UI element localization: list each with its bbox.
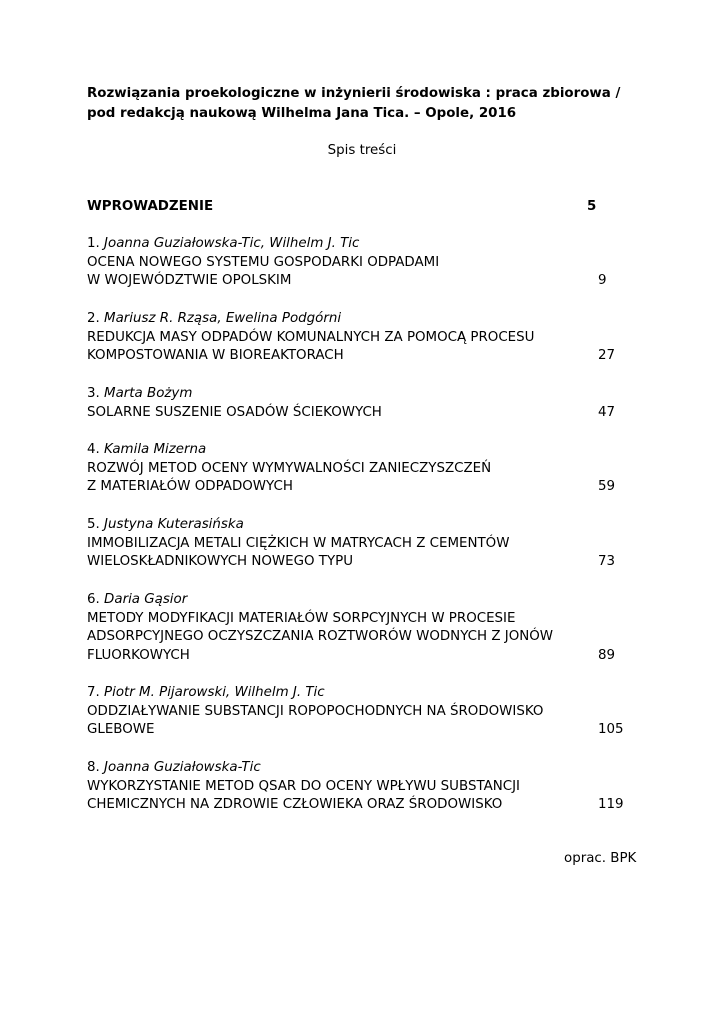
entry-page-number: 59 (598, 479, 616, 495)
entry-title-text: Z MATERIAŁÓW ODPADOWYCH (87, 479, 293, 495)
entry-author: Kamila Mizerna (104, 442, 207, 457)
entry-author: Mariusz R. Rząsa, Ewelina Podgórni (104, 311, 342, 326)
intro-entry (87, 198, 617, 217)
entry-author-line (87, 516, 632, 535)
footer-note: oprac. BPK (564, 851, 637, 866)
entry-title-text: SOLARNE SUSZENIE OSADÓW ŚCIEKOWYCH (87, 404, 382, 420)
entry-number: 1. (87, 236, 100, 251)
entry-title-text: CHEMICZNYCH NA ZDROWIE CZŁOWIEKA ORAZ ŚRODOWISKO (87, 797, 503, 813)
entry-author: Joanna Guziałowska-Tic, Wilhelm J. Tic (104, 236, 360, 251)
entry-page-number: 73 (598, 554, 616, 570)
entry-title-text: GLEBOWE (87, 722, 155, 738)
entry-author-line (87, 385, 632, 404)
entry-author: Marta Bożym (104, 386, 193, 401)
entry-title-last-line (87, 647, 632, 666)
entry-title-last-line (87, 796, 632, 815)
entry-author: Daria Gąsior (104, 592, 188, 607)
toc-entry (87, 759, 632, 815)
entry-title-line: METODY MODYFIKACJI MATERIAŁÓW SORPCYJNYCH W PROCESIE (87, 610, 516, 626)
entry-number: 3. (87, 386, 100, 401)
entry-page-number: 47 (598, 404, 616, 420)
entry-page-number: 119 (598, 797, 624, 813)
entry-author-line (87, 310, 632, 329)
toc-entry (87, 591, 632, 665)
entry-title-line: OCENA NOWEGO SYSTEMU GOSPODARKI ODPADAMI (87, 254, 440, 270)
entry-author: Joanna Guziałowska-Tic (104, 760, 261, 775)
entry-number: 8. (87, 760, 100, 775)
entry-title-text: KOMPOSTOWANIA W BIOREAKTORACH (87, 348, 344, 364)
entry-title-text: WIELOSKŁADNIKOWYCH NOWEGO TYPU (87, 554, 354, 570)
document-title (87, 84, 647, 124)
entry-page-number: 89 (598, 647, 616, 663)
toc-entry (87, 235, 632, 291)
entry-title-line: WYKORZYSTANIE METOD QSAR DO OCENY WPŁYWU SUBSTANCJI (87, 778, 521, 794)
entry-title-last-line (87, 478, 632, 497)
entry-title-last-line (87, 404, 632, 423)
entry-number: 6. (87, 592, 100, 607)
entry-title-line: REDUKCJA MASY ODPADÓW KOMUNALNYCH ZA POMOCĄ PROCESU (87, 329, 535, 345)
entry-author-line (87, 235, 632, 254)
entry-author-line (87, 591, 632, 610)
entry-author: Piotr M. Pijarowski, Wilhelm J. Tic (104, 685, 325, 700)
title-line-2: pod redakcją naukową Wilhelma Jana Tica. – Opole, 2016 (87, 106, 517, 121)
entry-number: 5. (87, 517, 100, 532)
entry-title-line: ADSORPCYJNEGO OCZYSZCZANIA ROZTWORÓW WODNYCH Z JONÓW (87, 629, 554, 645)
title-line-1: Rozwiązania proekologiczne w inżynierii środowiska : praca zbiorowa / (87, 86, 621, 101)
toc-entry (87, 441, 632, 497)
entry-author-line (87, 684, 632, 703)
entry-title-last-line (87, 721, 632, 740)
intro-page-number: 5 (587, 199, 597, 214)
entry-title-last-line (87, 553, 632, 572)
entry-title-text: W WOJEWÓDZTWIE OPOLSKIM (87, 273, 292, 289)
entry-title-text: FLUORKOWYCH (87, 647, 190, 663)
entry-number: 4. (87, 442, 100, 457)
toc-entry (87, 310, 632, 366)
entry-title-last-line (87, 347, 632, 366)
entry-title-line: ODDZIAŁYWANIE SUBSTANCJI ROPOPOCHODNYCH NA ŚRODOWISKO (87, 703, 544, 719)
toc-entry (87, 385, 632, 422)
intro-label: WPROWADZENIE (87, 199, 214, 214)
entry-author-line (87, 441, 632, 460)
toc-entry (87, 516, 632, 572)
entry-page-number: 105 (598, 722, 624, 738)
toc-entry (87, 684, 632, 740)
entry-page-number: 9 (598, 273, 607, 289)
entry-author-line (87, 759, 632, 778)
entry-title-last-line (87, 272, 632, 291)
entry-number: 7. (87, 685, 100, 700)
entry-author: Justyna Kuterasińska (104, 517, 244, 532)
entry-number: 2. (87, 311, 100, 326)
table-of-contents-heading: Spis treści (327, 143, 397, 158)
entry-page-number: 27 (598, 348, 616, 364)
entry-title-line: ROZWÓJ METOD OCENY WYMYWALNOŚCI ZANIECZYSZCZEŃ (87, 460, 492, 476)
entry-title-line: IMMOBILIZACJA METALI CIĘŻKICH W MATRYCACH Z CEMENTÓW (87, 535, 510, 551)
